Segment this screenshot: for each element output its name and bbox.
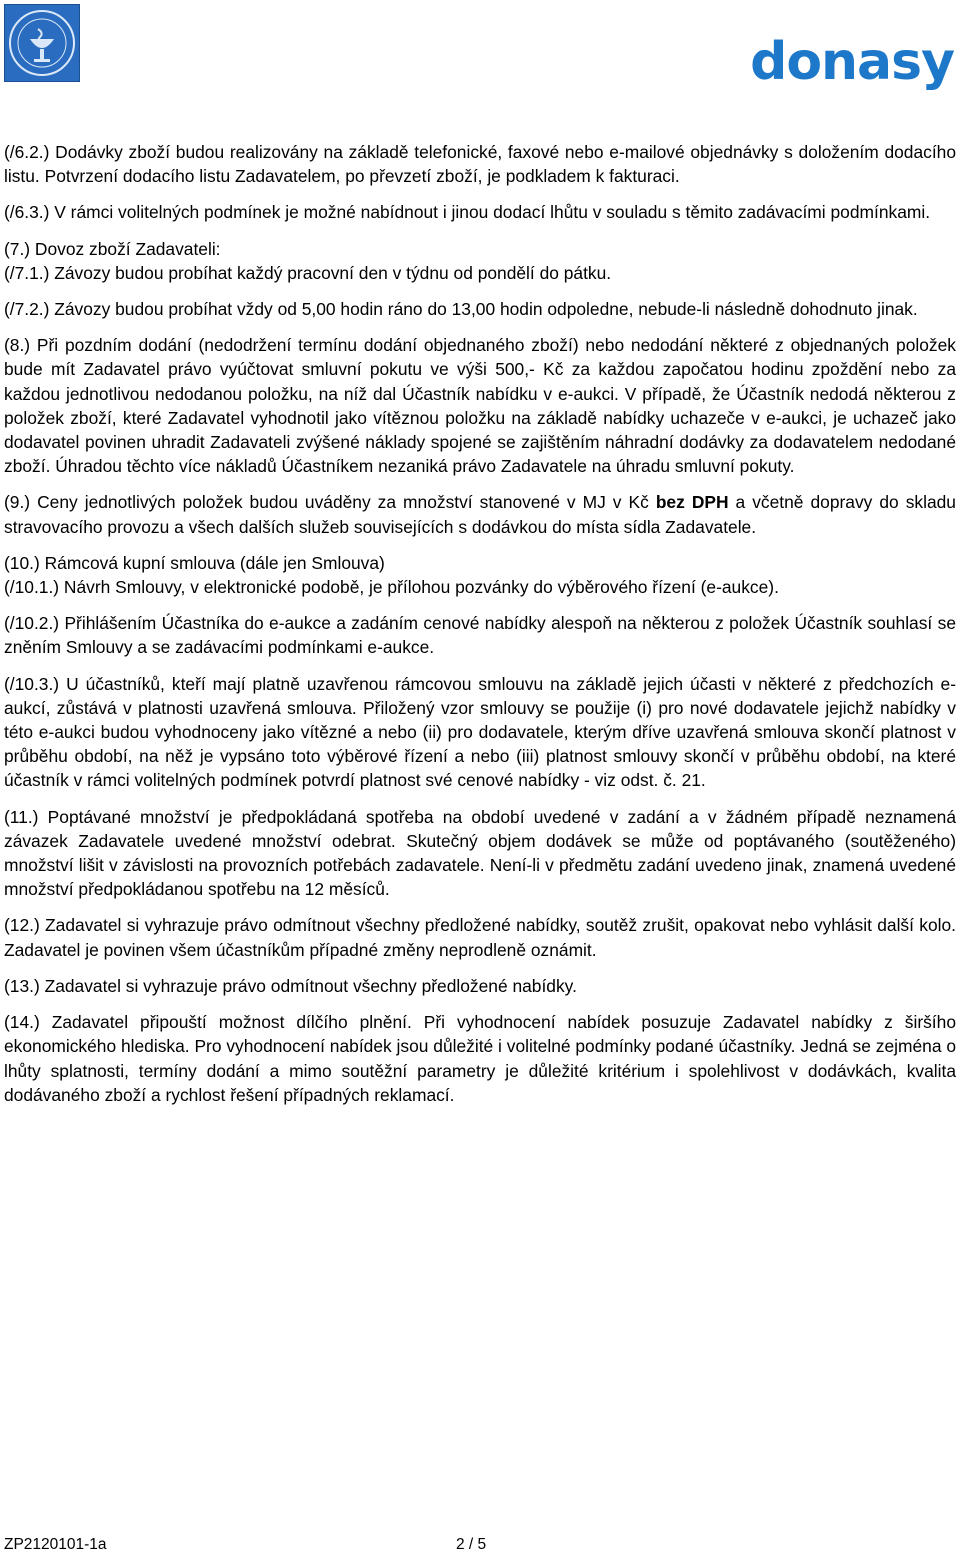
donasy-logo: donasy: [750, 32, 954, 92]
paragraph-10-3: (/10.3.) U účastníků, kteří mají platně uzavřenou rámcovou smlouvu na základě jejich účasti v některé z předchozích e-aukcí, zůstává v platnosti uzavřená smlouva. Přiložený vzor smlouvy se použije (i) pro nové dodavatele jejichž nabídky v této e-aukci budou vyhodnoceny jako vítězné a nebo (ii) pro dodavatele, kterým dříve uzavřená smlouva skončí platnost v průběhu období, na něž je vypsáno toto výběrové řízení a nebo (iii) platnost smlouvy skončí v průběhu období, na které účastník v rámci volitelných podmínek potvrdí platnost své cenové nabídky - viz odst. č. 21.: [4, 673, 956, 791]
paragraph-10-2: (/10.2.) Přihlášením Účastníka do e-aukce a zadáním cenové nabídky alespoň na některou z položek Účastník souhlasí se zněním Smlouvy a se zadávacími podmínkami e-aukce.: [4, 613, 956, 658]
paragraph-6-2: (/6.2.) Dodávky zboží budou realizovány na základě telefonické, faxové nebo e-mailové objednávky s doložením dodacího listu. Potvrzení dodacího listu Zadavatelem, po převzetí zboží, je podkladem k fakturaci.: [4, 142, 956, 187]
page-number: 2 / 5: [456, 1536, 487, 1553]
paragraph-7-heading: (7.) Dovoz zboží Zadavateli:: [4, 238, 221, 259]
document-body: [4, 140, 956, 1119]
paragraph-14: (14.) Zadavatel připouští možnost dílčího plnění. Při vyhodnocení nabídek posuzuje Zadavatel nabídky z širšího ekonomického hlediska. Pro vyhodnocení nabídek jsou důležité i volitelné podmínky podané účastníky. Jedná se zejména o lhůty splatnosti, termíny dodání a mimo soutěžní parametry je důležité kritérium i spolehlivost v dodávkách, kvalita dodávaného zboží a rychlost řešení případných reklamací.: [4, 1012, 956, 1105]
paragraph-7-1: (/7.1.) Závozy budou probíhat každý pracovní den v týdnu od pondělí do pátku.: [4, 262, 612, 283]
paragraph-9-bold: bez DPH: [655, 492, 729, 513]
paragraph-12: (12.) Zadavatel si vyhrazuje právo odmítnout všechny předložené nabídky, soutěž zrušit, opakovat nebo vyhlásit další kolo. Zadavatel je povinen všem účastníkům případné změny neprodleně oznámit.: [4, 915, 956, 960]
paragraph-10-heading: (10.) Rámcová kupní smlouva (dále jen Smlouva): [4, 552, 385, 573]
paragraph-13: (13.) Zadavatel si vyhrazuje právo odmítnout všechny předložené nabídky.: [4, 975, 577, 996]
paragraph-9-text-a: (9.) Ceny jednotlivých položek budou uváděny za množství stanovené v MJ v Kč: [4, 492, 656, 513]
paragraph-7-2: (/7.2.) Závozy budou probíhat vždy od 5,00 hodin ráno do 13,00 hodin odpoledne, nebude-li následně dohodnuto jinak.: [4, 299, 918, 320]
paragraph-9-text-b: a včetně dopravy do skladu stravovacího provozu a všech dalších služeb souvisejících s dodávkou do místa sídla Zadavatele.: [4, 492, 956, 537]
paragraph-11: (11.) Poptávané množství je předpokládaná spotřeba na období uvedené v zadání a v žádném případě neznamená závazek Zadavatele uvedené množství odebrat. Skutečný objem dodávek se může od poptávaného (soutěženého) množství lišit v závislosti na provozních potřebách zadavatele. Není-li v předmětu zadání uvedeno jinak, znamená uvedené množství předpokládanou spotřebu na 12 měsíců.: [4, 806, 956, 900]
paragraph-8: (8.) Při pozdním dodání (nedodržení termínu dodání objednaného zboží) nebo nedodání některé z objednaných položek bude mít Zadavatel právo vyúčtovat smluvní pokutu ve výši 500,- Kč za každou započatou hodinu zpoždění nebo za každou jednotlivou nedodanou položku, na níž dal Účastník nabídku v e-aukci. V případě, že Účastník nedodá některou z položek zboží, které Zadavatel vyhodnotil jako vítěznou položku na základě nabídky uchazeče v e-aukci, je uchazeč jako dodavatel povinen uhradit Zadavateli zvýšené náklady spojené se zajištěním náhradní dodávky za dodavatelem nedodané zboží. Úhradou těchto více nákladů Účastníkem nezaniká právo Zadavatele na úhradu smluvní pokuty.: [4, 335, 956, 477]
paragraph-9: [4, 490, 956, 538]
institution-seal-logo: [4, 4, 80, 82]
paragraph-6-3: (/6.3.) V rámci volitelných podmínek je možné nabídnout i jinou dodací lhůtu v souladu s těmito zadávacími podmínkami.: [4, 202, 931, 223]
pharmacy-seal-logo-icon: [5, 5, 79, 81]
document-code: ZP2120101-1a: [4, 1536, 107, 1553]
paragraph-10-1: (/10.1.) Návrh Smlouvy, v elektronické podobě, je přílohou pozvánky do výběrového řízení (e-aukce).: [4, 577, 779, 598]
